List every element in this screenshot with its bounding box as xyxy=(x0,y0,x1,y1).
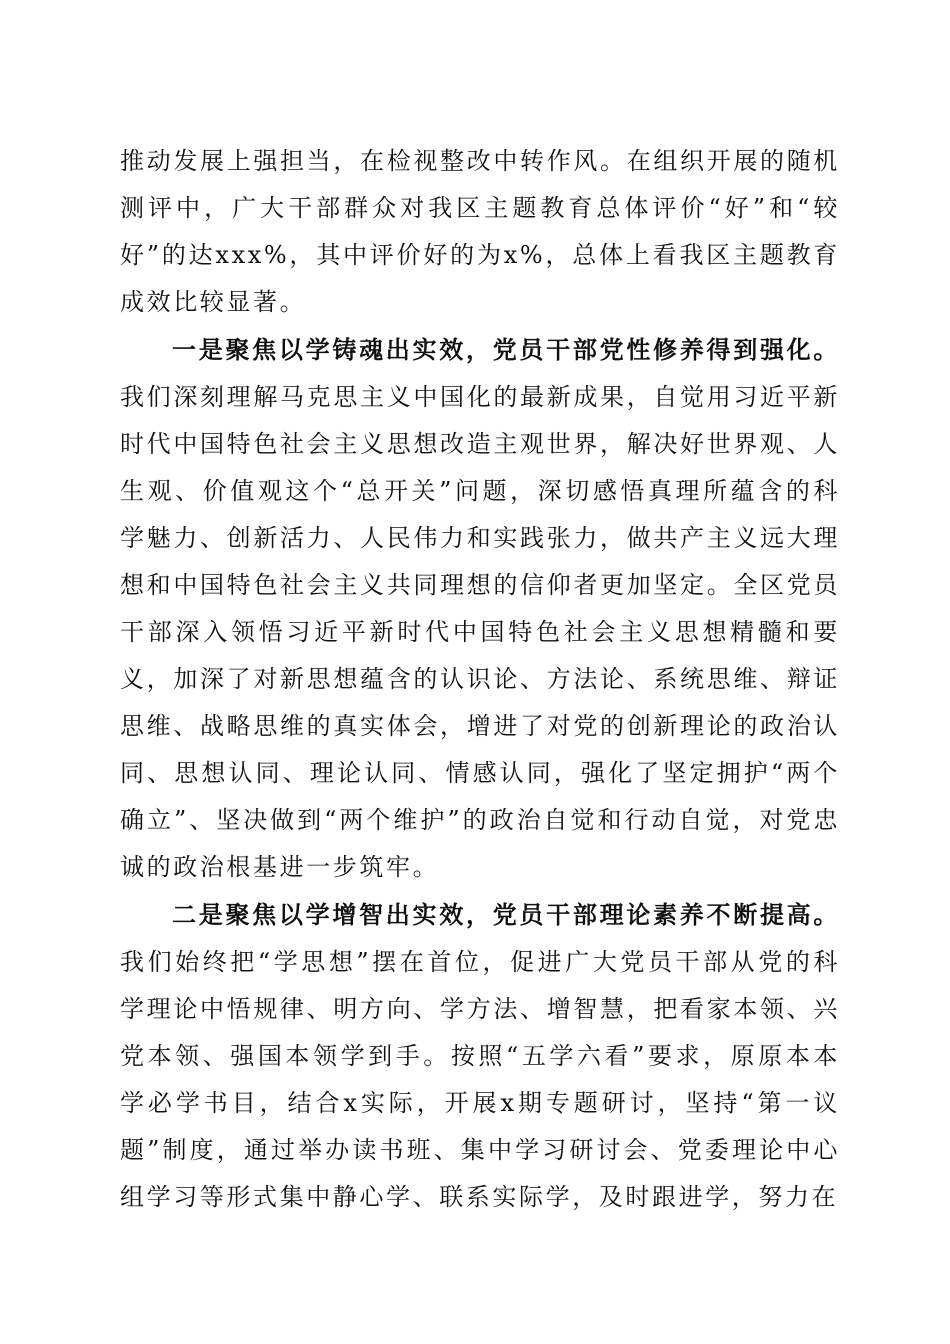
paragraph-continuation xyxy=(120,138,840,326)
paragraph-section-two xyxy=(120,891,840,1221)
section-one-body: 我们深刻理解马克思主义中国化的最新成果，自觉用习近平新时代中国特色社会主义思想改造主观世界，解决好世界观、人生观、价值观这个“总开关”问题，深切感悟真理所蕴含的科学魅力、创新活力、人民伟力和实践张力，做共产主义远大理想和中国特色社会主义共同理想的信仰者更加坚定。全区党员干部深入领悟习近平新时代中国特色社会主义思想精髓和要义，加深了对新思想蕴含的认识论、方法论、系统思维、辩证思维、战略思维的真实体会，增进了对党的创新理论的政治认同、思想认同、理论认同、情感认同，强化了坚定拥护“两个确立”、坚决做到“两个维护”的政治自觉和行动自觉，对党忠诚的政治根基进一步筑牢。 xyxy=(120,383,840,881)
document-body xyxy=(120,138,840,1221)
paragraph-body: 推动发展上强担当，在检视整改中转作风。在组织开展的随机测评中，广大干部群众对我区主题教育总体评价“好”和“较好”的达xxx%，其中评价好的为x%，总体上看我区主题教育成效比较显著。 xyxy=(120,147,840,316)
paragraph-section-one xyxy=(120,326,840,891)
section-two-body: 我们始终把“学思想”摆在首位，促进广大党员干部从党的科学理论中悟规律、明方向、学方法、增智慧，把看家本领、兴党本领、强国本领学到手。按照“五学六看”要求，原原本本学必学书目，结合x实际，开展x期专题研讨，坚持“第一议题”制度，通过举办读书班、集中学习研讨会、党委理论中心组学习等形式集中静心学、联系实际学，及时跟进学，努力在 xyxy=(120,948,840,1211)
section-two-heading: 二是聚焦以学增智出实效，党员干部理论素养不断提高。 xyxy=(172,900,840,929)
section-one-heading: 一是聚焦以学铸魂出实效，党员干部党性修养得到强化。 xyxy=(172,335,840,364)
